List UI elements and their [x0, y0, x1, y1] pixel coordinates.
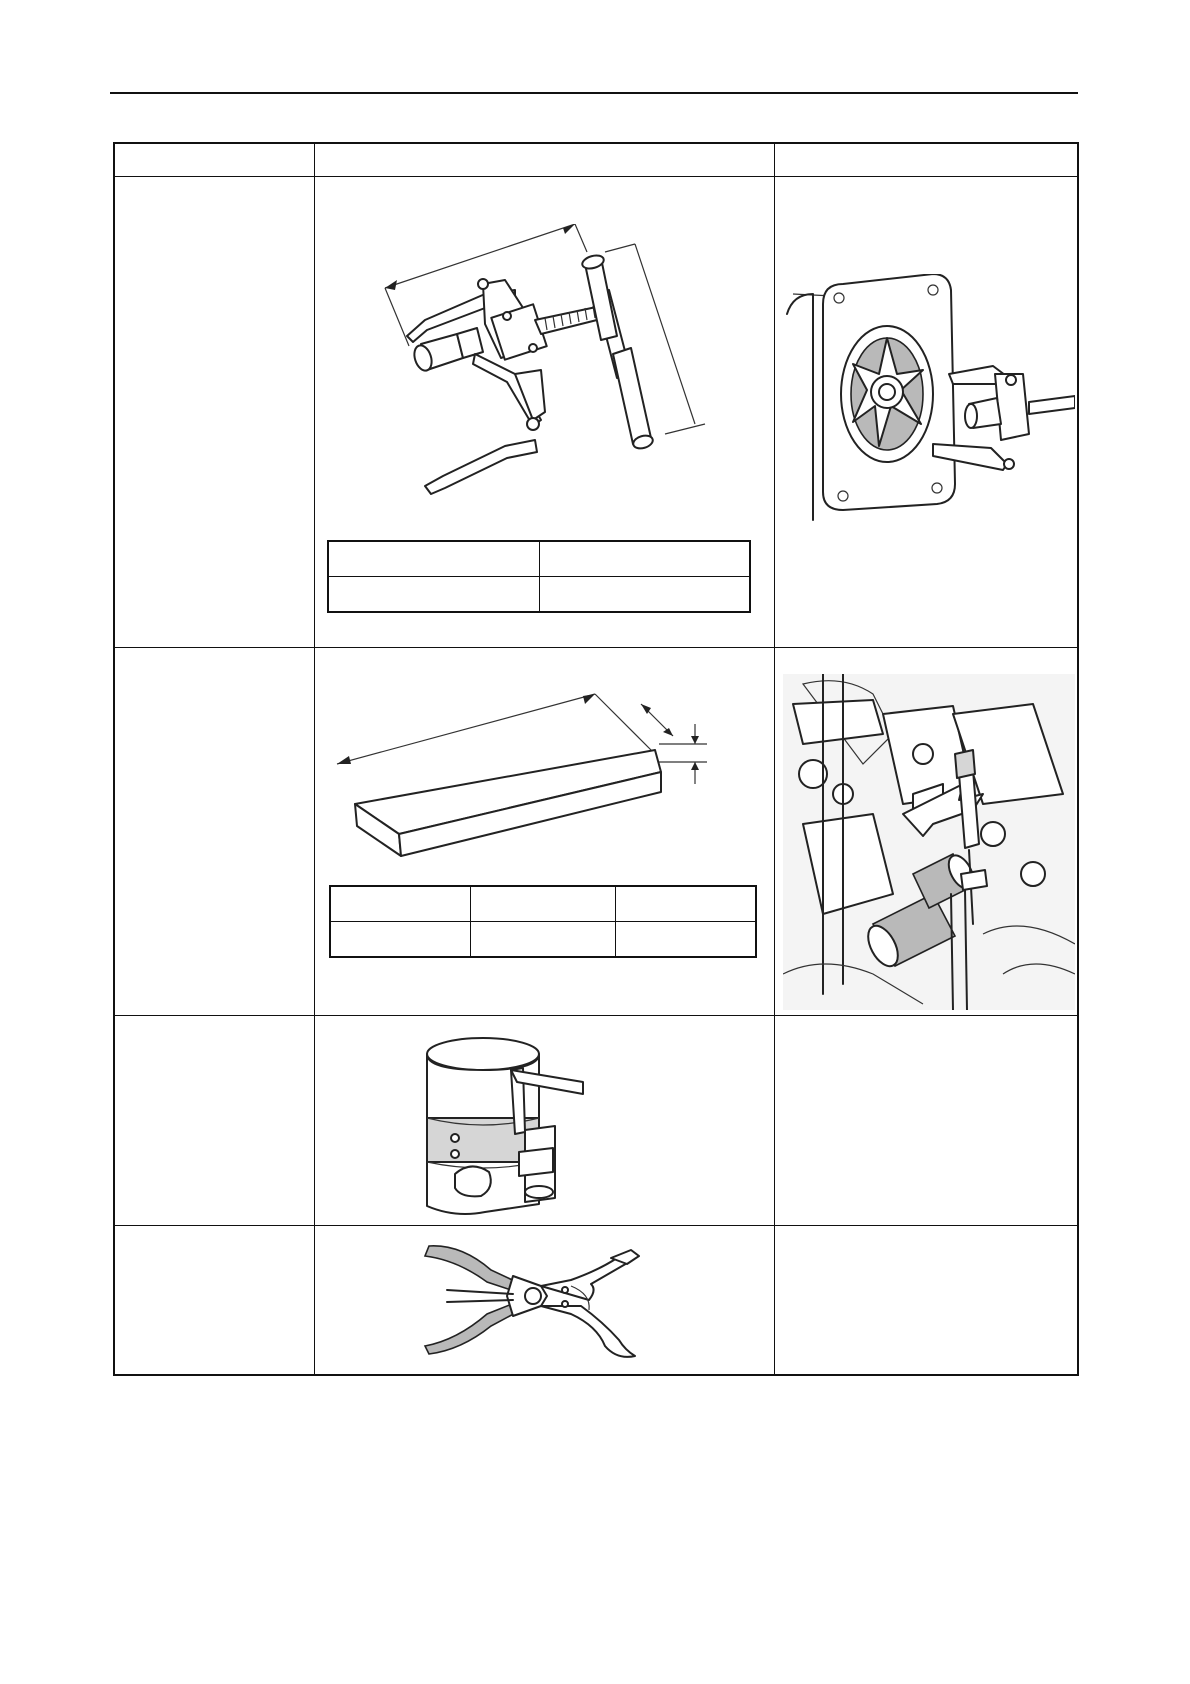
- gauge-block-in-use-icon: [783, 674, 1075, 1010]
- header-divider: [115, 176, 1077, 177]
- column-header-name: [121, 148, 301, 174]
- row-divider: [115, 1225, 1077, 1226]
- dimension-table: [329, 885, 757, 958]
- column-divider: [314, 144, 315, 1374]
- dimension-value: [328, 577, 539, 613]
- dimension-value: [471, 922, 616, 958]
- header-rule: [110, 92, 1078, 94]
- dimension-header: [539, 541, 750, 577]
- dimension-header: [471, 886, 616, 922]
- dimension-header: [615, 886, 756, 922]
- tool-name: [121, 1022, 307, 1052]
- gauge-block-icon: [325, 674, 765, 874]
- row-divider: [115, 1015, 1077, 1016]
- piston-ring-pliers-icon: [421, 1230, 721, 1370]
- dimension-table: [327, 540, 751, 613]
- piston-ring-compressor-icon: [415, 1022, 715, 1218]
- dimension-header: [328, 541, 539, 577]
- dimension-value: [615, 922, 756, 958]
- tool-name: [121, 184, 307, 214]
- dimension-value: [539, 577, 750, 613]
- tool-name: [121, 654, 307, 684]
- row-divider: [115, 647, 1077, 648]
- tool-name: [121, 1232, 307, 1262]
- column-divider: [774, 144, 775, 1374]
- special-tools-table: [113, 142, 1079, 1376]
- puller-icon: [365, 224, 745, 524]
- dimension-header: [330, 886, 471, 922]
- column-header-shape: [317, 148, 767, 174]
- dimension-value: [330, 922, 471, 958]
- puller-in-use-icon: [783, 274, 1075, 524]
- column-header-usage: [785, 148, 1075, 174]
